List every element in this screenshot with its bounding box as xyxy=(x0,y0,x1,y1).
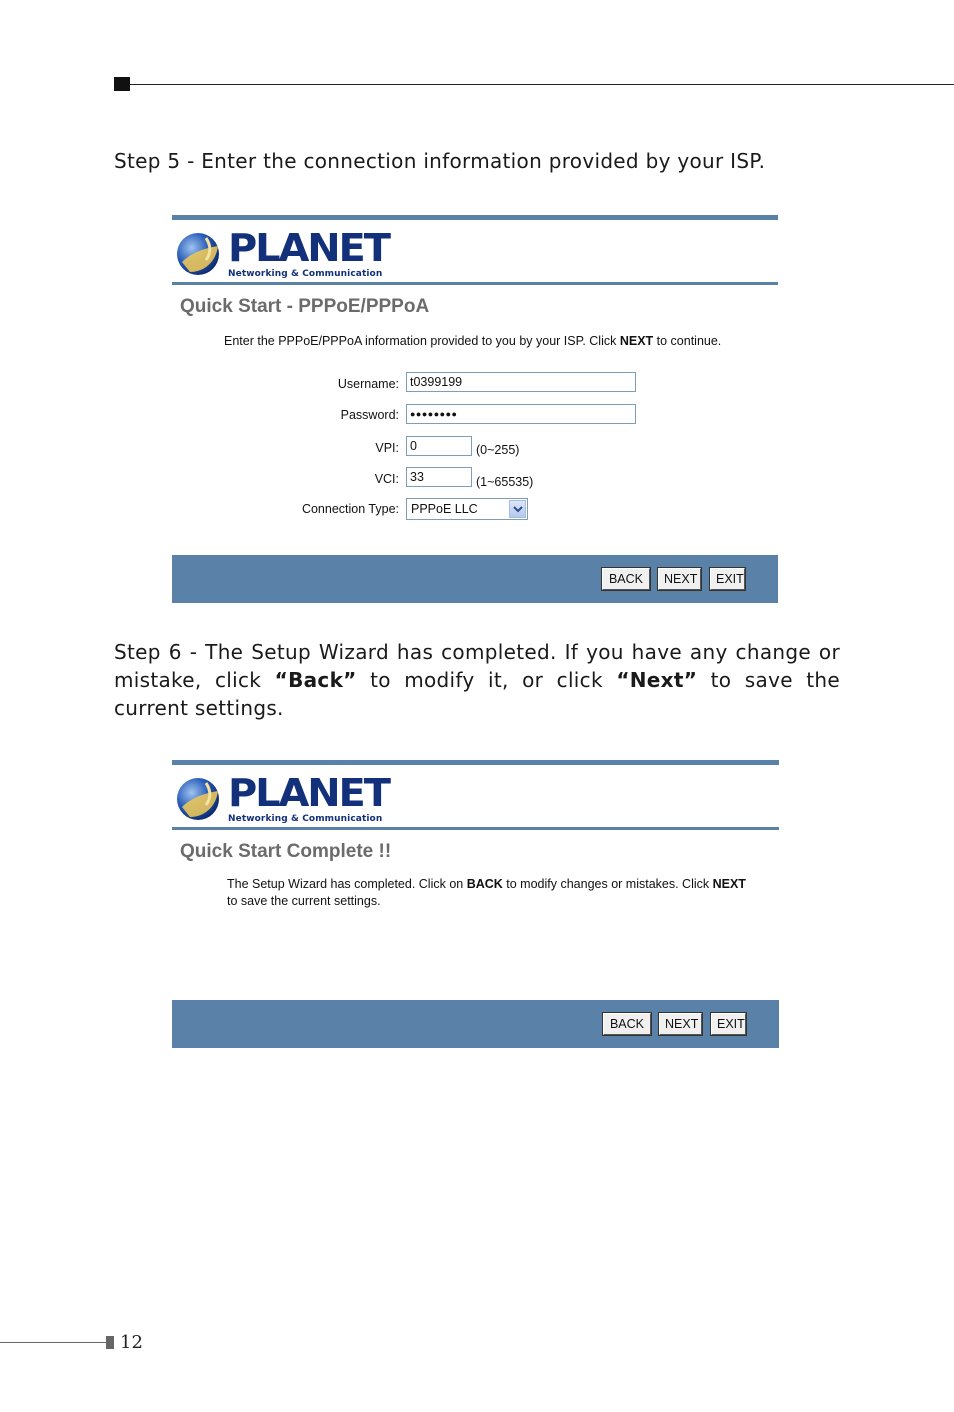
chevron-down-icon[interactable] xyxy=(509,500,526,518)
planet-logo xyxy=(172,220,778,284)
exit-button[interactable]: EXIT xyxy=(711,1013,746,1035)
intro-next-keyword: NEXT xyxy=(712,877,746,891)
screenshot-pppoe-form xyxy=(172,215,778,603)
step6-text-part: to modify it, or click xyxy=(356,668,617,692)
intro-text-part: Enter the PPPoE/PPPoA information provided to you by your ISP. Click xyxy=(224,334,620,348)
footer-marker xyxy=(106,1336,114,1349)
header-rule xyxy=(130,84,954,85)
step6-text xyxy=(114,638,840,722)
logo-tagline: Networking & Communication xyxy=(228,814,383,824)
vpi-input[interactable]: 0 xyxy=(406,436,472,456)
password-input[interactable]: ●●●●●●●● xyxy=(406,404,636,424)
planet-logo xyxy=(172,765,779,829)
button-bar xyxy=(172,1000,779,1048)
intro-text-part: to save the current settings. xyxy=(227,894,381,908)
back-button[interactable]: BACK xyxy=(602,568,650,590)
step6-back-keyword: “Back” xyxy=(274,668,357,692)
back-button[interactable]: BACK xyxy=(603,1013,651,1035)
step5-text: Step 5 - Enter the connection information provided by your ISP. xyxy=(114,149,766,173)
logo-wordmark: PLANET xyxy=(228,771,389,815)
page-title: Quick Start - PPPoE/PPPoA xyxy=(180,296,430,317)
logo-wordmark: PLANET xyxy=(228,226,389,270)
vci-range-hint: (1~65535) xyxy=(476,475,534,489)
page-number: 12 xyxy=(120,1332,143,1353)
globe-icon xyxy=(176,232,220,276)
intro-text-part: to modify changes or mistakes. Click xyxy=(502,877,713,891)
intro-back-keyword: BACK xyxy=(466,877,503,891)
screenshot-quick-start-complete xyxy=(172,760,779,1049)
intro-next-keyword: NEXT xyxy=(619,334,654,348)
intro-text xyxy=(227,876,775,910)
step6-text-part: Step 6 - The Setup Wizard has completed. If you have any change or mistake, click xyxy=(114,640,840,692)
username-label: Username: xyxy=(337,377,399,391)
step6-text-part: to save the current settings. xyxy=(114,668,840,720)
intro-text-part: to continue. xyxy=(653,334,722,348)
exit-button[interactable]: EXIT xyxy=(710,568,745,590)
logo-divider xyxy=(172,282,778,285)
connection-type-label: Connection Type: xyxy=(301,502,399,516)
vci-label: VCI: xyxy=(374,472,399,486)
step6-next-keyword: “Next” xyxy=(616,668,698,692)
connection-type-value: PPPoE LLC xyxy=(411,502,478,516)
vpi-range-hint: (0~255) xyxy=(476,443,520,457)
header-square-marker xyxy=(114,77,130,91)
intro-text-part: The Setup Wizard has completed. Click on xyxy=(227,877,467,891)
next-button[interactable]: NEXT xyxy=(659,1013,702,1035)
footer-rule xyxy=(0,1342,106,1343)
password-label: Password: xyxy=(340,408,399,422)
intro-text xyxy=(224,333,721,350)
connection-type-select[interactable] xyxy=(406,498,528,520)
vpi-label: VPI: xyxy=(375,441,399,455)
logo-tagline: Networking & Communication xyxy=(228,269,383,279)
logo-divider xyxy=(172,827,779,830)
page-title: Quick Start Complete !! xyxy=(180,841,392,862)
username-input[interactable]: t0399199 xyxy=(406,372,636,392)
vci-input[interactable]: 33 xyxy=(406,467,472,487)
globe-icon xyxy=(176,777,220,821)
button-bar xyxy=(172,555,778,603)
next-button[interactable]: NEXT xyxy=(658,568,701,590)
